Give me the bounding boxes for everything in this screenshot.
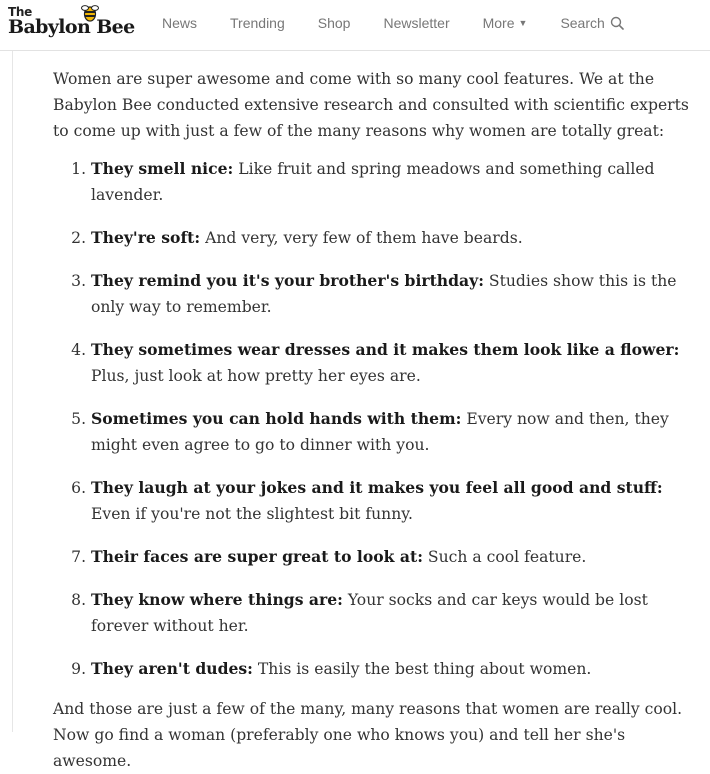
nav-menu [162,15,657,31]
content-divider-line [12,51,13,732]
nav-search[interactable] [560,15,623,31]
reason-title: They laugh at your jokes and it makes you feel all good and stuff: [91,478,663,497]
list-item [91,587,703,639]
list-item [91,656,703,682]
nav-shop[interactable]: Shop [318,15,351,31]
nav-more-dropdown[interactable] [483,15,528,31]
reason-text: And very, very few of them have beards. [200,229,523,247]
nav-more-label: More [483,15,515,31]
list-item [91,475,703,527]
reason-text: Plus, just look at how pretty her eyes are. [91,367,421,385]
nav-search-label: Search [560,15,604,31]
reason-title: They know where things are: [91,590,343,609]
article-intro: Women are super awesome and come with so many cool features. We at the Babylon Bee conducted extensive research and consulted with scientific experts to come up with just a few of the many reasons why women are totally great: [53,66,703,144]
reason-text: Such a cool feature. [423,548,586,566]
reason-text: Studies show this is the only way to remember. [91,272,677,316]
nav-news[interactable]: News [162,15,197,31]
site-logo[interactable] [8,3,138,47]
reason-title: Their faces are super great to look at: [91,547,423,566]
logo-main-text: Babylon Bee [8,16,135,38]
reason-title: They aren't dudes: [91,659,253,678]
top-navbar [0,0,710,51]
article-outro: And those are just a few of the many, many reasons that women are really cool. Now go find a woman (preferably one who knows you) and tell her she's awesome. [53,696,703,774]
reason-text: Every now and then, they might even agree to go to dinner with you. [91,410,669,454]
reason-title: They remind you it's your brother's birthday: [91,271,484,290]
nav-newsletter[interactable]: Newsletter [383,15,449,31]
reason-text: Your socks and car keys would be lost forever without her. [91,591,648,635]
logo-the-text: The [8,5,32,19]
list-item [91,337,703,389]
reason-title: They're soft: [91,228,200,247]
caret-down-icon: ▼ [519,18,528,28]
reason-title: They smell nice: [91,159,233,178]
reason-title: They sometimes wear dresses and it makes them look like a flower: [91,340,679,359]
list-item [91,156,703,208]
search-icon [610,16,624,30]
reason-title: Sometimes you can hold hands with them: [91,409,461,428]
reasons-list [53,156,703,682]
nav-trending[interactable]: Trending [230,15,285,31]
reason-text: Like fruit and spring meadows and something called lavender. [91,160,655,204]
list-item [91,406,703,458]
list-item [91,225,703,251]
list-item [91,268,703,320]
list-item [91,544,703,570]
reason-text: This is easily the best thing about women. [253,660,591,678]
reason-text: Even if you're not the slightest bit funny. [91,505,413,523]
article-body [53,66,703,774]
